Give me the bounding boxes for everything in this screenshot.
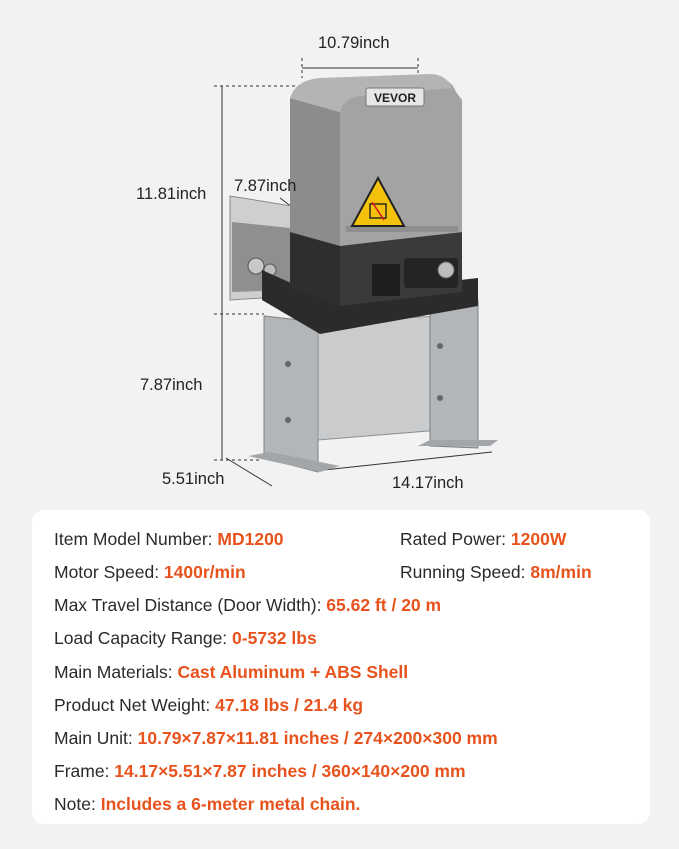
spec-value: 65.62 ft / 20 m [326, 595, 442, 615]
spec-model [54, 528, 284, 550]
frame-stand [248, 300, 498, 472]
spec-label: Product Net Weight: [54, 695, 216, 715]
spec-load [54, 627, 317, 649]
spec-materials [54, 661, 408, 683]
spec-label: Max Travel Distance (Door Width): [54, 595, 327, 615]
spec-label: Frame: [54, 761, 115, 781]
dimension-depth-base: 5.51inch [162, 470, 225, 488]
dimension-length-base: 14.17inch [392, 474, 464, 492]
spec-label: Motor Speed: [54, 562, 164, 582]
spec-value: 1400r/min [163, 562, 246, 582]
spec-value: 47.18 lbs / 21.4 kg [215, 695, 364, 715]
spec-label: Main Unit: [54, 728, 138, 748]
spec-value: MD1200 [217, 529, 284, 549]
dimension-width-top: 10.79inch [318, 34, 390, 52]
spec-note [54, 793, 360, 815]
spec-running-speed [400, 561, 592, 583]
spec-label: Running Speed: [400, 562, 531, 582]
spec-value: 14.17×5.51×7.87 inches / 360×140×200 mm [114, 761, 466, 781]
spec-value: Cast Aluminum + ABS Shell [177, 662, 409, 682]
spec-value: 0-5732 lbs [232, 628, 317, 648]
specs-card [32, 510, 650, 824]
spec-label: Note: [54, 794, 101, 814]
spec-label: Rated Power: [400, 529, 511, 549]
spec-weight [54, 694, 363, 716]
spec-frame [54, 760, 466, 782]
spec-value: 1200W [510, 529, 567, 549]
spec-main-unit [54, 727, 498, 749]
spec-label: Item Model Number: [54, 529, 218, 549]
dimension-height-motor: 11.81inch [136, 185, 207, 203]
spec-travel [54, 594, 441, 616]
dimension-depth-bracket: 7.87inch [234, 177, 297, 195]
spec-label: Load Capacity Range: [54, 628, 233, 648]
brand-logo: VEVOR [373, 91, 417, 105]
spec-value: 10.79×7.87×11.81 inches / 274×200×300 mm [137, 728, 498, 748]
spec-value: Includes a 6-meter metal chain. [100, 794, 361, 814]
spec-value: 8m/min [530, 562, 592, 582]
spec-motor-speed [54, 561, 246, 583]
dimension-height-frame: 7.87inch [140, 376, 203, 394]
spec-power [400, 528, 566, 550]
spec-label: Main Materials: [54, 662, 178, 682]
